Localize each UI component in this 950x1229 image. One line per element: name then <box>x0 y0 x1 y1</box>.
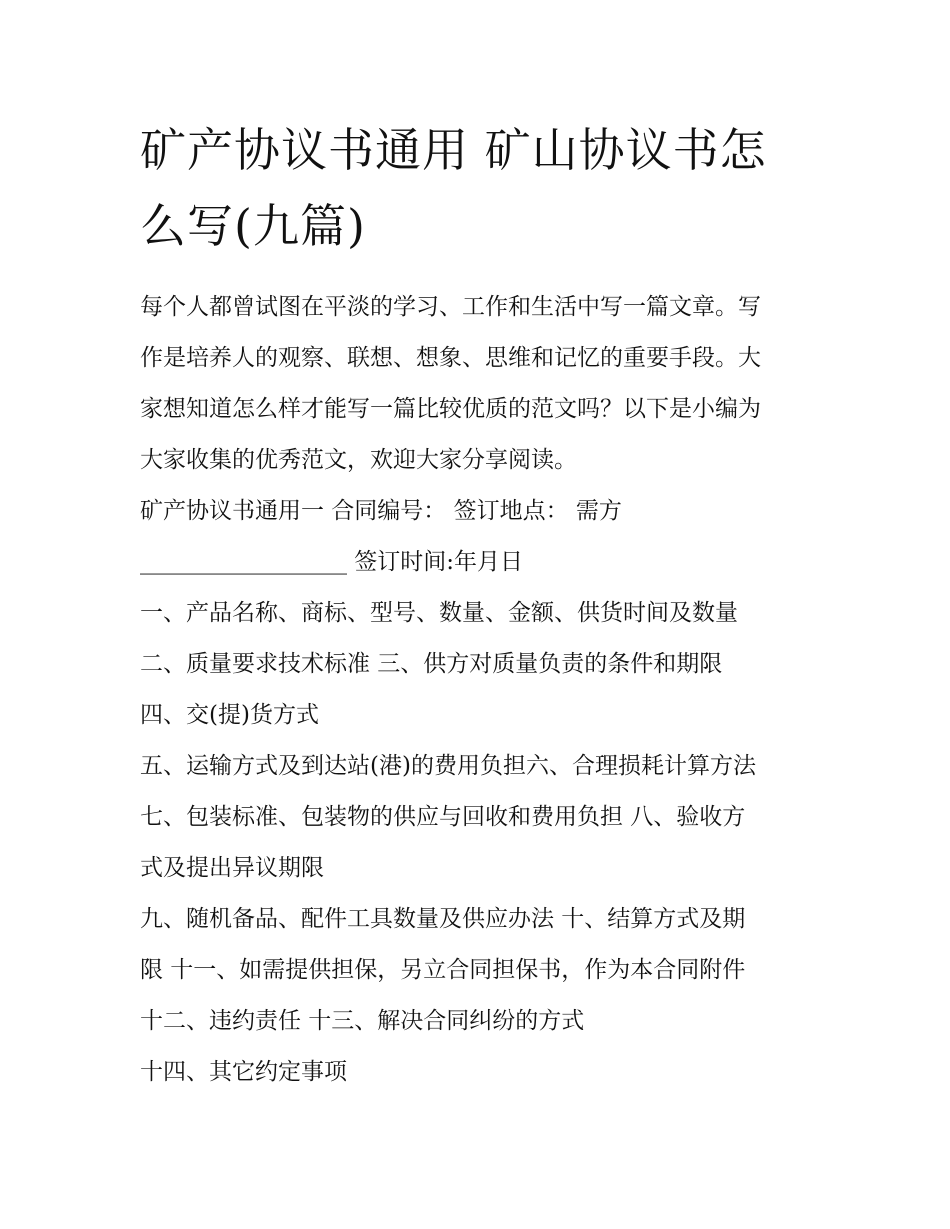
body-line: 家想知道怎么样才能写一篇比较优质的范文吗？以下是小编为 <box>140 396 761 422</box>
body-line: 十二、违约责任 十三、解决合同纠纷的方式 <box>140 1008 585 1034</box>
body-line: 七、包装标准、包装物的供应与回收和费用负担 八、验收方 <box>140 804 746 830</box>
body-line: 二、质量要求技术标准 三、供方对质量负责的条件和期限 <box>140 651 723 677</box>
body-line: 限 十一、如需提供担保，另立合同担保书，作为本合同附件 <box>140 957 746 983</box>
body-line: 矿产协议书通用一 合同编号： 签订地点： 需方 <box>140 498 622 524</box>
body-line: 九、随机备品、配件工具数量及供应办法 十、结算方式及期 <box>140 906 746 932</box>
document-page <box>140 112 820 1098</box>
body-line: 式及提出异议期限 <box>140 855 324 881</box>
body-line: 四、交(提)货方式 <box>140 702 319 728</box>
document-title <box>140 112 820 264</box>
title-line-1: 矿产协议书通用 矿山协议书怎 <box>140 123 767 177</box>
body-line: 十四、其它约定事项 <box>140 1059 347 1085</box>
body-line: 一、产品名称、商标、型号、数量、金额、供货时间及数量 <box>140 600 738 626</box>
document-body <box>140 282 820 1098</box>
body-line: 五、运输方式及到达站(港)的费用负担六、合理损耗计算方法 <box>140 753 756 779</box>
body-line: 大家收集的优秀范文，欢迎大家分享阅读。 <box>140 447 577 473</box>
body-line: 每个人都曾试图在平淡的学习、工作和生活中写一篇文章。写 <box>140 294 761 320</box>
body-line: __________________ 签订时间:年月日 <box>140 549 524 575</box>
title-line-2: 么写(九篇) <box>140 199 366 253</box>
body-line: 作是培养人的观察、联想、想象、思维和记忆的重要手段。大 <box>140 345 761 371</box>
